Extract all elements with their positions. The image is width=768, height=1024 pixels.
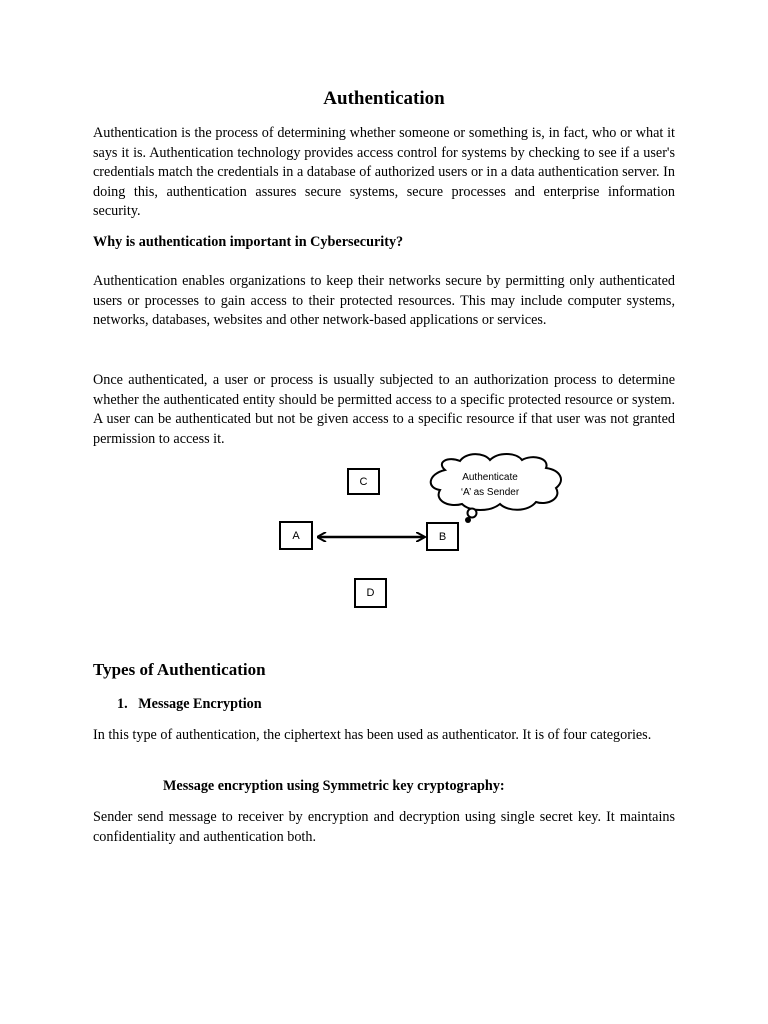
intro-paragraph: Authentication is the process of determining whether someone or something is, in fact, who or what it says it is. Authentication technology provides access control for systems by checking to see if a user's credentials match the credentials in a database of authorized users or in a data authentication server. In doing this, authentication assures secure systems, secure processes and enterprise information security. [93, 125, 675, 219]
page-title: Authentication [323, 88, 445, 109]
symmetric-heading: Message encryption using Symmetric key cryptography: [163, 778, 505, 794]
node-d: D [354, 578, 387, 608]
once-paragraph: Once authenticated, a user or process is usually subjected to an authorization process to determine whether the authenticated entity should be permitted access to a specific protected resource or system. A user can be authenticated but not be given access to a specific resource if that user was not granted permission to access it. [93, 372, 675, 447]
cloud-label [440, 470, 540, 500]
cloud-tail-small [465, 517, 471, 523]
why-heading: Why is authentication important in Cybersecurity? [93, 234, 404, 250]
node-a: A [279, 521, 313, 550]
list-item-message-encryption: 1. Message Encryption [117, 696, 262, 712]
symmetric-paragraph: Sender send message to receiver by encryption and decryption using single secret key. It maintains confidentiality and authentication both. [93, 809, 675, 845]
types-heading: Types of Authentication [93, 660, 266, 679]
node-c: C [347, 468, 380, 495]
encryption-paragraph: In this type of authentication, the ciphertext has been used as authenticator. It is of four categories. [93, 727, 652, 743]
cloud-line-2: ‘A’ as Sender [460, 487, 520, 498]
cloud-line-1: Authenticate [462, 472, 518, 483]
node-b: B [426, 522, 459, 551]
why-paragraph: Authentication enables organizations to keep their networks secure by permitting only authenticated users or processes to gain access to their protected resources. This may include computer systems, networks, databases, websites and other network-based applications or services. [93, 273, 675, 328]
cloud-tail-large [468, 509, 477, 518]
